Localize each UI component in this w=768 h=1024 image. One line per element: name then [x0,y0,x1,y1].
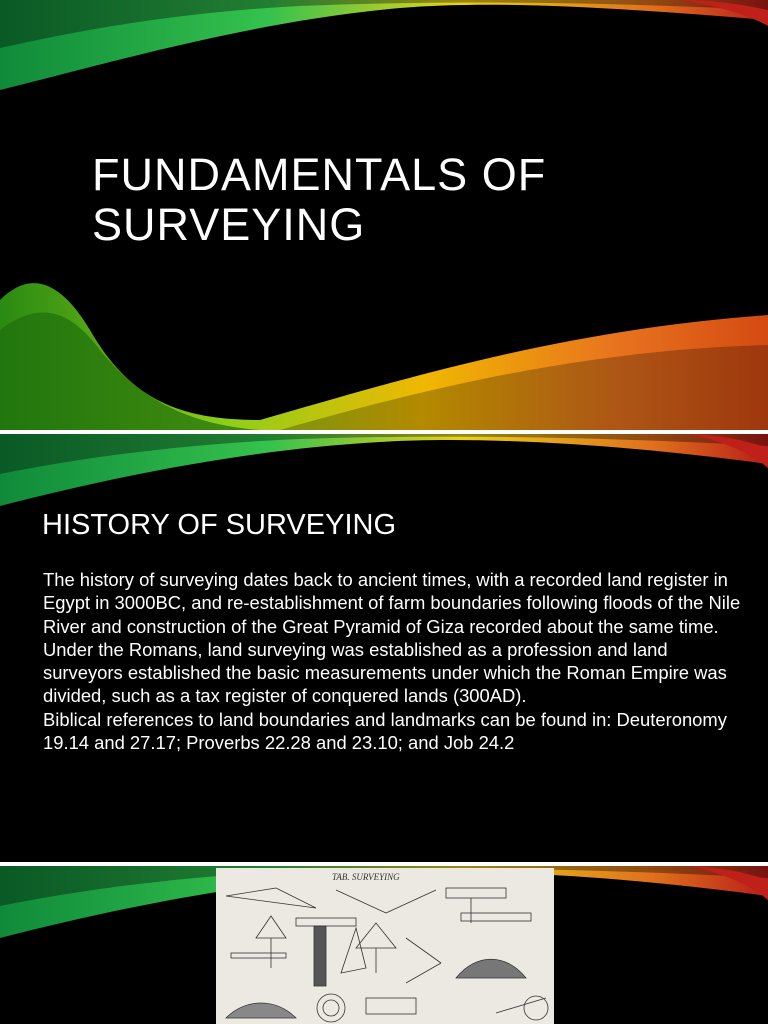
paragraph: Biblical references to land boundaries and landmarks can be found in: Deuteronomy 19.14 and 27.17; Proverbs 22.28 and 23.10; and Job 24.2 [43,708,727,754]
surveying-instruments-engraving [216,868,554,1024]
image-slide [0,866,768,1024]
slide-title: HISTORY OF SURVEYING [42,509,397,541]
slide-body [43,568,743,754]
title-slide [0,0,768,430]
slide-title: FUNDAMENTALS OF SURVEYING [92,149,547,250]
paragraph: The history of surveying dates back to ancient times, with a recorded land register in Egypt in 3000BC, and re-establishment of farm boundaries following floods of the Nile River and construction of the Great Pyramid of Giza recorded about the same time. [43,569,741,637]
history-slide [0,434,768,862]
engraving-illustration [216,868,554,1024]
paragraph: Under the Romans, land surveying was established as a profession and land surveyors established the basic measurements under which the Roman Empire was divided, such as a tax register of conquered lands (300AD). [43,638,727,707]
engraving-label: TAB. SURVEYING [332,872,400,882]
